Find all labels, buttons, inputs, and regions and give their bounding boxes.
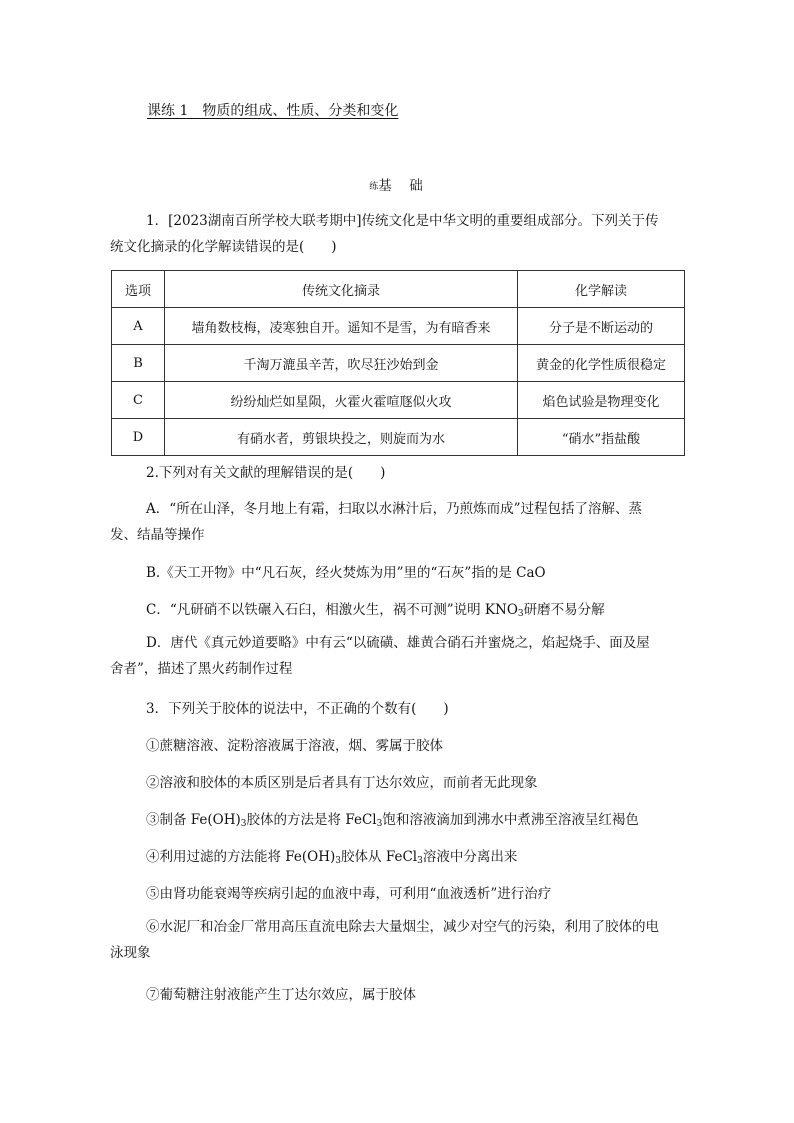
question-1-line-1: 1．[2023湖南百所学校大联考期中]传统文化是中华文明的重要组成部分。下列关于传 [146, 213, 659, 229]
table-row [112, 345, 685, 382]
item-4-text-a: ④利用过滤的方法能将 Fe(OH) [146, 849, 336, 865]
question-1 [110, 208, 684, 260]
table-cell-option: B [112, 345, 165, 382]
table-cell-option: A [112, 308, 165, 345]
item-3-subscript-1: 3 [240, 819, 247, 829]
table-cell-excerpt: 有硝水者，剪银块投之，则旋而为水 [165, 419, 518, 456]
table-header-excerpt: 传统文化摘录 [165, 271, 518, 308]
item-4-subscript-1: 3 [335, 856, 342, 866]
question-2-option-c [146, 598, 684, 619]
section-heading [0, 174, 794, 194]
question-3-item-4 [146, 845, 684, 866]
table-header-option: 选项 [112, 271, 165, 308]
question-2-option-a [110, 496, 684, 548]
question-2-stem: 2.下列对有关文献的理解错误的是( ) [146, 465, 386, 481]
item-3-subscript-2: 3 [376, 819, 383, 829]
item-3-text-b: 胶体的方法是将 FeCl [246, 812, 377, 828]
table-cell-interpretation: 黄金的化学性质很稳定 [518, 345, 685, 382]
question-3-item-7: ⑦葡萄糖注射液能产生丁达尔效应，属于胶体 [146, 987, 416, 1003]
question-3-item-1: ①蔗糖溶液、淀粉溶液属于溶液，烟、雾属于胶体 [146, 738, 443, 754]
lesson-title: 课练 1 物质的组成、性质、分类和变化 [147, 103, 399, 119]
section-heading-main: 基 础 [378, 178, 425, 194]
table-cell-interpretation: 分子是不断运动的 [518, 308, 685, 345]
question-1-line-2: 统文化摘录的化学解读错误的是( ) [110, 239, 337, 255]
question-2-option-d [110, 630, 684, 682]
table-cell-option: D [112, 419, 165, 456]
option-c-text-start: C．“凡研硝不以铁碾入石臼，相激火生，祸不可测”说明 KNO [146, 602, 518, 618]
item-4-subscript-2: 3 [417, 856, 423, 866]
option-d-line-1: D．唐代《真元妙道要略》中有云“以硫磺、雄黄合硝石并蜜烧之，焰起烧手、面及屋 [146, 635, 650, 651]
table-cell-interpretation: 焰色试验是物理变化 [518, 382, 685, 419]
option-a-line-2: 发、结晶等操作 [110, 527, 205, 543]
question-3-stem: 3．下列关于胶体的说法中，不正确的个数有( ) [146, 701, 449, 717]
item-4-text-c: 溶液中分离出来 [422, 849, 518, 865]
question-2-option-b: B.《天工开物》中“凡石灰，经火焚炼为用”里的“石灰”指的是 CaO [146, 565, 546, 581]
table-cell-excerpt: 墙角数枝梅，凌寒独自开。遥知不是雪，为有暗香来 [165, 308, 518, 345]
item-6-line-1: ⑥水泥厂和冶金厂常用高压直流电除去大量烟尘，减少对空气的污染，利用了胶体的电 [146, 919, 659, 935]
option-c-subscript: 3 [517, 609, 524, 619]
item-3-text-a: ③制备 Fe(OH) [146, 812, 241, 828]
item-4-text-b: 胶体从 FeCl [341, 849, 418, 865]
table-cell-excerpt: 千淘万漉虽辛苦，吹尽狂沙始到金 [165, 345, 518, 382]
option-c-text-end: 研磨不易分解 [523, 602, 605, 618]
table-header-row [112, 271, 685, 308]
option-d-line-2: 舍者”，描述了黑火药制作过程 [110, 661, 293, 677]
item-6-line-2: 泳现象 [110, 945, 151, 961]
section-heading-small: 练 [369, 182, 379, 192]
option-a-line-1: A．“所在山泽，冬月地上有霜，扫取以水淋汁后，乃煎炼而成”过程包括了溶解、蒸 [146, 501, 643, 517]
question-3-item-5: ⑤由肾功能衰竭等疾病引起的血液中毒，可利用“血液透析”进行治疗 [146, 886, 552, 902]
question-3-item-2: ②溶液和胶体的本质区别是后者具有丁达尔效应，而前者无此现象 [146, 775, 538, 791]
question-1-table [111, 270, 685, 456]
table-cell-excerpt: 纷纷灿烂如星陨，火霍火霍喧豗似火攻 [165, 382, 518, 419]
table-row [112, 419, 685, 456]
table-cell-option: C [112, 382, 165, 419]
question-3-item-6 [110, 914, 684, 966]
question-3-item-3 [146, 808, 684, 829]
item-3-text-c: 饱和溶液滴加到沸水中煮沸至溶液呈红褐色 [382, 812, 639, 828]
table-cell-interpretation: “硝水”指盐酸 [518, 419, 685, 456]
table-row [112, 382, 685, 419]
table-row [112, 308, 685, 345]
table-header-interpretation: 化学解读 [518, 271, 685, 308]
